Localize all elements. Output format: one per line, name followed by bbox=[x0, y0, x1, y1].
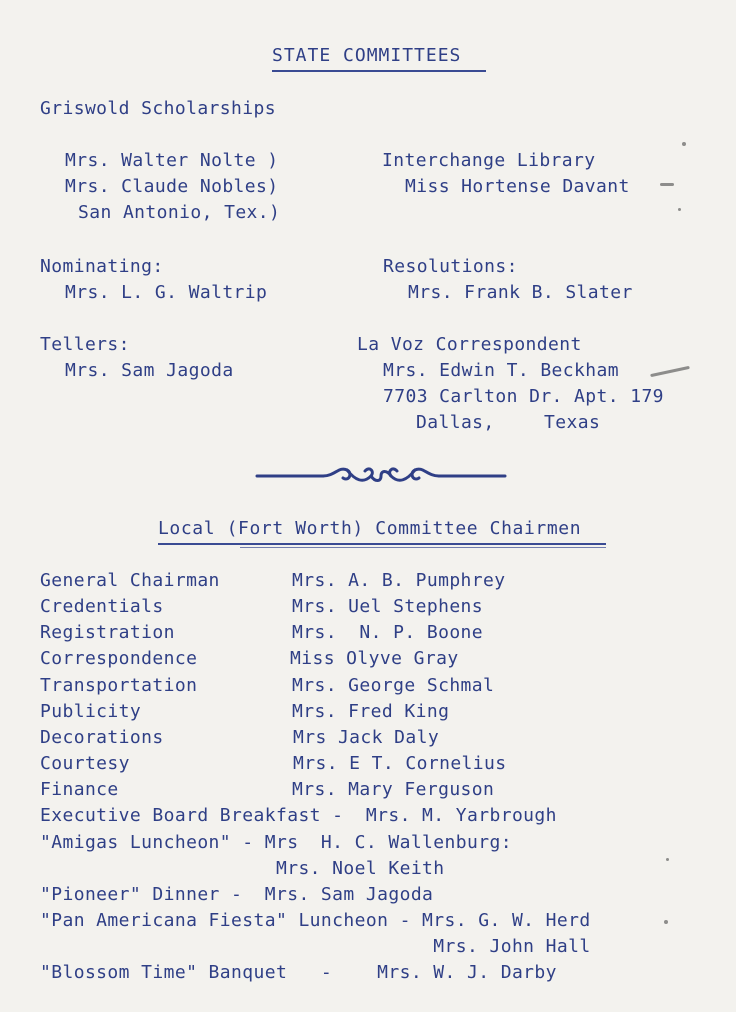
event-line: "Pioneer" Dinner - Mrs. Sam Jagoda bbox=[40, 884, 434, 905]
role-label: Correspondence bbox=[40, 648, 198, 669]
event-line: Mrs. John Hall bbox=[40, 936, 591, 957]
tellers-name: Mrs. Sam Jagoda bbox=[65, 360, 234, 381]
role-label: Decorations bbox=[40, 727, 164, 748]
role-name: Mrs. E T. Cornelius bbox=[293, 753, 507, 774]
role-label: Credentials bbox=[40, 596, 164, 617]
resolutions-name: Mrs. Frank B. Slater bbox=[408, 282, 633, 303]
griswold-line-2: Mrs. Claude Nobles) bbox=[65, 176, 279, 197]
nominating-heading: Nominating: bbox=[40, 256, 164, 277]
lavoz-heading: La Voz Correspondent bbox=[357, 334, 582, 355]
staple-mark bbox=[660, 183, 674, 186]
role-name: Mrs. George Schmal bbox=[292, 675, 495, 696]
role-name: Mrs Jack Daly bbox=[293, 727, 440, 748]
event-line: "Amigas Luncheon" - Mrs H. C. Wallenburg: bbox=[40, 832, 512, 853]
role-label: Publicity bbox=[40, 701, 142, 722]
role-label: General Chairman bbox=[40, 570, 220, 591]
role-name: Mrs. A. B. Pumphrey bbox=[292, 570, 506, 591]
tellers-heading: Tellers: bbox=[40, 334, 130, 355]
griswold-heading: Griswold Scholarships bbox=[40, 98, 276, 119]
lavoz-name: Mrs. Edwin T. Beckham bbox=[383, 360, 619, 381]
role-name: Mrs. Fred King bbox=[292, 701, 450, 722]
role-label: Courtesy bbox=[40, 753, 130, 774]
lavoz-city: Dallas, bbox=[416, 412, 495, 433]
lavoz-address: 7703 Carlton Dr. Apt. 179 bbox=[383, 386, 664, 407]
event-line: "Pan Americana Fiesta" Luncheon - Mrs. G. W. Herd bbox=[40, 910, 591, 931]
role-label: Finance bbox=[40, 779, 119, 800]
staple-mark bbox=[650, 366, 690, 377]
event-line: "Blossom Time" Banquet - Mrs. W. J. Darby bbox=[40, 962, 557, 983]
role-name: Mrs. Uel Stephens bbox=[292, 596, 484, 617]
resolutions-heading: Resolutions: bbox=[383, 256, 518, 277]
event-line: Mrs. Noel Keith bbox=[40, 858, 445, 879]
state-committees-title: STATE COMMITTEES bbox=[272, 45, 462, 66]
griswold-line-3: San Antonio, Tex.) bbox=[78, 202, 281, 223]
local-committees-title: Local (Fort Worth) Committee Chairmen bbox=[158, 518, 582, 539]
role-label: Registration bbox=[40, 622, 175, 643]
paper-speck bbox=[666, 858, 669, 861]
paper-speck bbox=[682, 142, 686, 146]
interchange-name: Miss Hortense Davant bbox=[405, 176, 630, 197]
lavoz-state: Texas bbox=[544, 412, 601, 433]
interchange-heading: Interchange Library bbox=[382, 150, 596, 171]
title-underline bbox=[272, 70, 486, 72]
nominating-name: Mrs. L. G. Waltrip bbox=[65, 282, 268, 303]
local-title-underline-2 bbox=[240, 547, 606, 548]
role-label: Transportation bbox=[40, 675, 198, 696]
event-line: Executive Board Breakfast - Mrs. M. Yarbrough bbox=[40, 805, 557, 826]
griswold-line-1: Mrs. Walter Nolte ) bbox=[65, 150, 279, 171]
role-name: Miss Olyve Gray bbox=[290, 648, 459, 669]
local-title-underline-1 bbox=[158, 543, 606, 545]
role-name: Mrs. Mary Ferguson bbox=[292, 779, 495, 800]
role-name: Mrs. N. P. Boone bbox=[292, 622, 484, 643]
paper-speck bbox=[678, 208, 681, 211]
ornamental-divider bbox=[255, 458, 507, 494]
paper-speck bbox=[664, 920, 668, 924]
